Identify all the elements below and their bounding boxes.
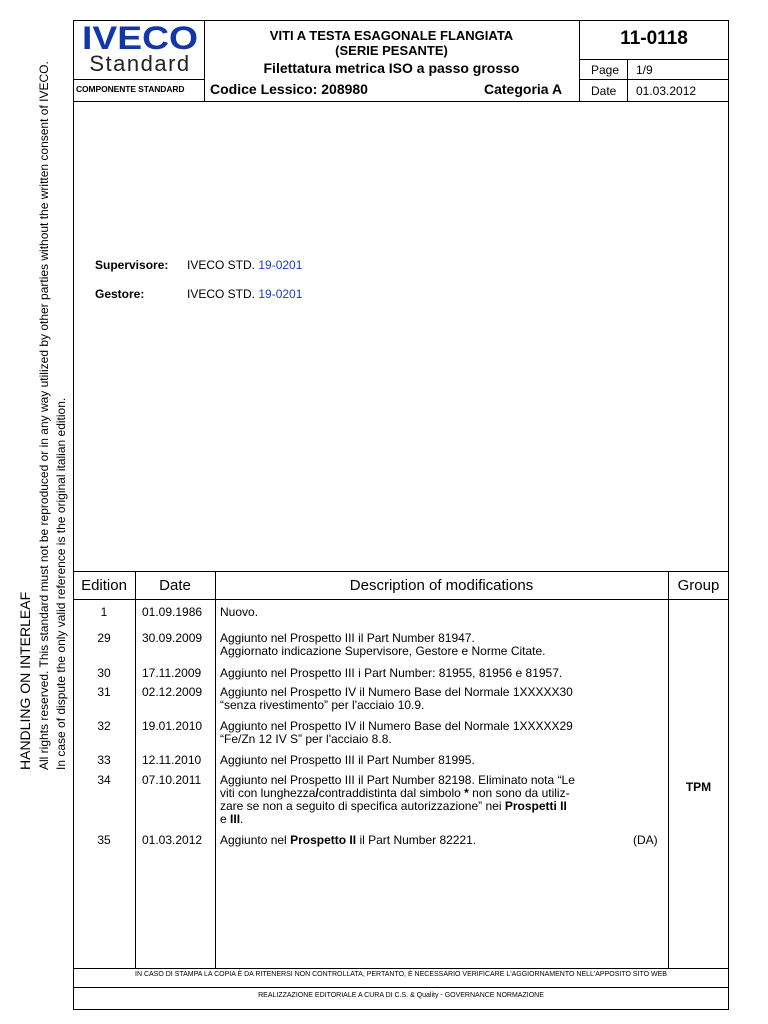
footer-notice: IN CASO DI STAMPA LA COPIA È DA RITENERSI NON CONTROLLATA, PERTANTO, È NECESSARIO VERIFICARE L'AGGIORNAMENTO NELL'APPOSITO SITO WEB <box>135 971 667 978</box>
row-desc: Aggiunto nel Prospetto III i Part Number: 81955, 81956 e 81957. <box>220 666 563 680</box>
row-edition: 34 <box>97 773 111 787</box>
row-desc <box>220 800 647 813</box>
row-date: 01.03.2012 <box>142 833 203 847</box>
gestore-value <box>187 287 302 301</box>
date-label: Date <box>591 84 617 98</box>
row-date: 30.09.2009 <box>142 631 203 645</box>
desc-fragment: . <box>240 812 244 826</box>
row-edition: 35 <box>97 833 111 847</box>
supervisore-label: Supervisore: <box>95 258 169 272</box>
supervisore-link[interactable]: 19-0201 <box>258 258 303 272</box>
desc-fragment: Prospetti II <box>504 799 567 813</box>
page-frame <box>73 20 729 1010</box>
row-desc: Aggiunto nel Prospetto IV il Numero Base del Normale 1XXXXX29 <box>220 719 573 733</box>
desc-fragment: viti con lunghezza <box>220 786 316 800</box>
desc-fragment: il Part Number 82221. <box>359 833 477 847</box>
supervisore-value <box>187 258 302 272</box>
row-desc: “senza rivestimento” per l'acciaio 10.9. <box>220 698 425 712</box>
row-edition: 1 <box>100 605 108 619</box>
row-desc: Aggiornato indicazione Supervisore, Gestore e Norme Citate. <box>220 644 546 658</box>
row-edition: 31 <box>97 685 111 699</box>
supervisore-prefix: IVECO STD. <box>187 258 256 272</box>
title-line-1: VITI A TESTA ESAGONALE FLANGIATA <box>269 28 514 43</box>
desc-fragment: non sono da utiliz- <box>472 786 570 800</box>
categoria: Categoria A <box>484 81 563 97</box>
codice-lessico: Codice Lessico: 208980 <box>210 81 368 97</box>
page-label: Page <box>591 63 620 77</box>
row-tag: (DA) <box>633 833 658 847</box>
row-desc: Nuovo. <box>220 605 259 619</box>
title-line-2: (SERIE PESANTE) <box>335 43 448 58</box>
standard-number: 11-0118 <box>620 28 688 49</box>
component-label: COMPONENTE STANDARD <box>76 84 185 94</box>
row-desc: Aggiunto nel Prospetto III il Part Number 82198. Eliminato nota “Le <box>220 773 575 787</box>
row-desc <box>220 813 243 826</box>
group-value: TPM <box>685 780 712 794</box>
desc-fragment: / <box>315 786 319 800</box>
svg-text:IVECO: IVECO <box>82 22 198 52</box>
row-date: 12.11.2010 <box>142 753 202 767</box>
row-date: 02.12.2009 <box>142 685 203 699</box>
date-value: 01.03.2012 <box>636 84 697 98</box>
row-date: 07.10.2011 <box>142 773 202 787</box>
row-desc: Aggiunto nel Prospetto III il Part Number 81947. <box>220 631 475 645</box>
desc-fragment: zare se non a seguito di specifica autorizzazione” nei <box>220 799 502 813</box>
page-value: 1/9 <box>636 63 653 77</box>
row-date: 19.01.2010 <box>142 719 203 733</box>
row-desc: Aggiunto nel Prospetto III il Part Number 81995. <box>220 753 475 767</box>
desc-fragment: * <box>464 786 469 800</box>
desc-fragment: e <box>220 812 227 826</box>
logo-standard: Standard <box>89 51 191 76</box>
title-line-3: Filettatura metrica ISO a passo grosso <box>263 60 520 76</box>
row-date: 17.11.2009 <box>142 666 202 680</box>
row-edition: 32 <box>97 719 111 733</box>
row-edition: 30 <box>97 666 111 680</box>
desc-fragment: Prospetto II <box>290 833 357 847</box>
row-date: 01.09.1986 <box>142 605 203 619</box>
row-desc <box>220 834 476 847</box>
side-handling: HANDLING ON INTERLEAF <box>17 591 33 770</box>
desc-fragment: Aggiunto nel <box>220 833 287 847</box>
gestore-label: Gestore: <box>95 287 145 301</box>
row-desc: “Fe/Zn 12 IV S” per l'acciaio 8.8. <box>220 732 392 746</box>
footer-credit: REALIZZAZIONE EDITORIALE A CURA DI C.S. & Quality - GOVERNANCE NORMAZIONE <box>258 992 544 999</box>
side-rights: All rights reserved. This standard must not be reproduced or in any way utilized by other parties without the written consent of IVECO. <box>37 61 51 770</box>
gestore-link[interactable]: 19-0201 <box>258 287 303 301</box>
desc-fragment: III <box>230 812 241 826</box>
col-header-description: Description of modifications <box>349 577 534 594</box>
row-edition: 33 <box>97 753 111 767</box>
desc-fragment: contraddistinta dal simbolo <box>318 786 461 800</box>
row-desc: Aggiunto nel Prospetto IV il Numero Base del Normale 1XXXXX30 <box>220 685 573 699</box>
iveco-logo <box>80 22 200 78</box>
col-header-group: Group <box>677 577 720 594</box>
row-edition: 29 <box>97 631 111 645</box>
gestore-prefix: IVECO STD. <box>187 287 256 301</box>
col-header-edition: Edition <box>81 577 127 594</box>
side-dispute: In case of dispute the only valid reference is the original italian edition. <box>54 397 68 770</box>
col-header-date: Date <box>159 577 191 594</box>
